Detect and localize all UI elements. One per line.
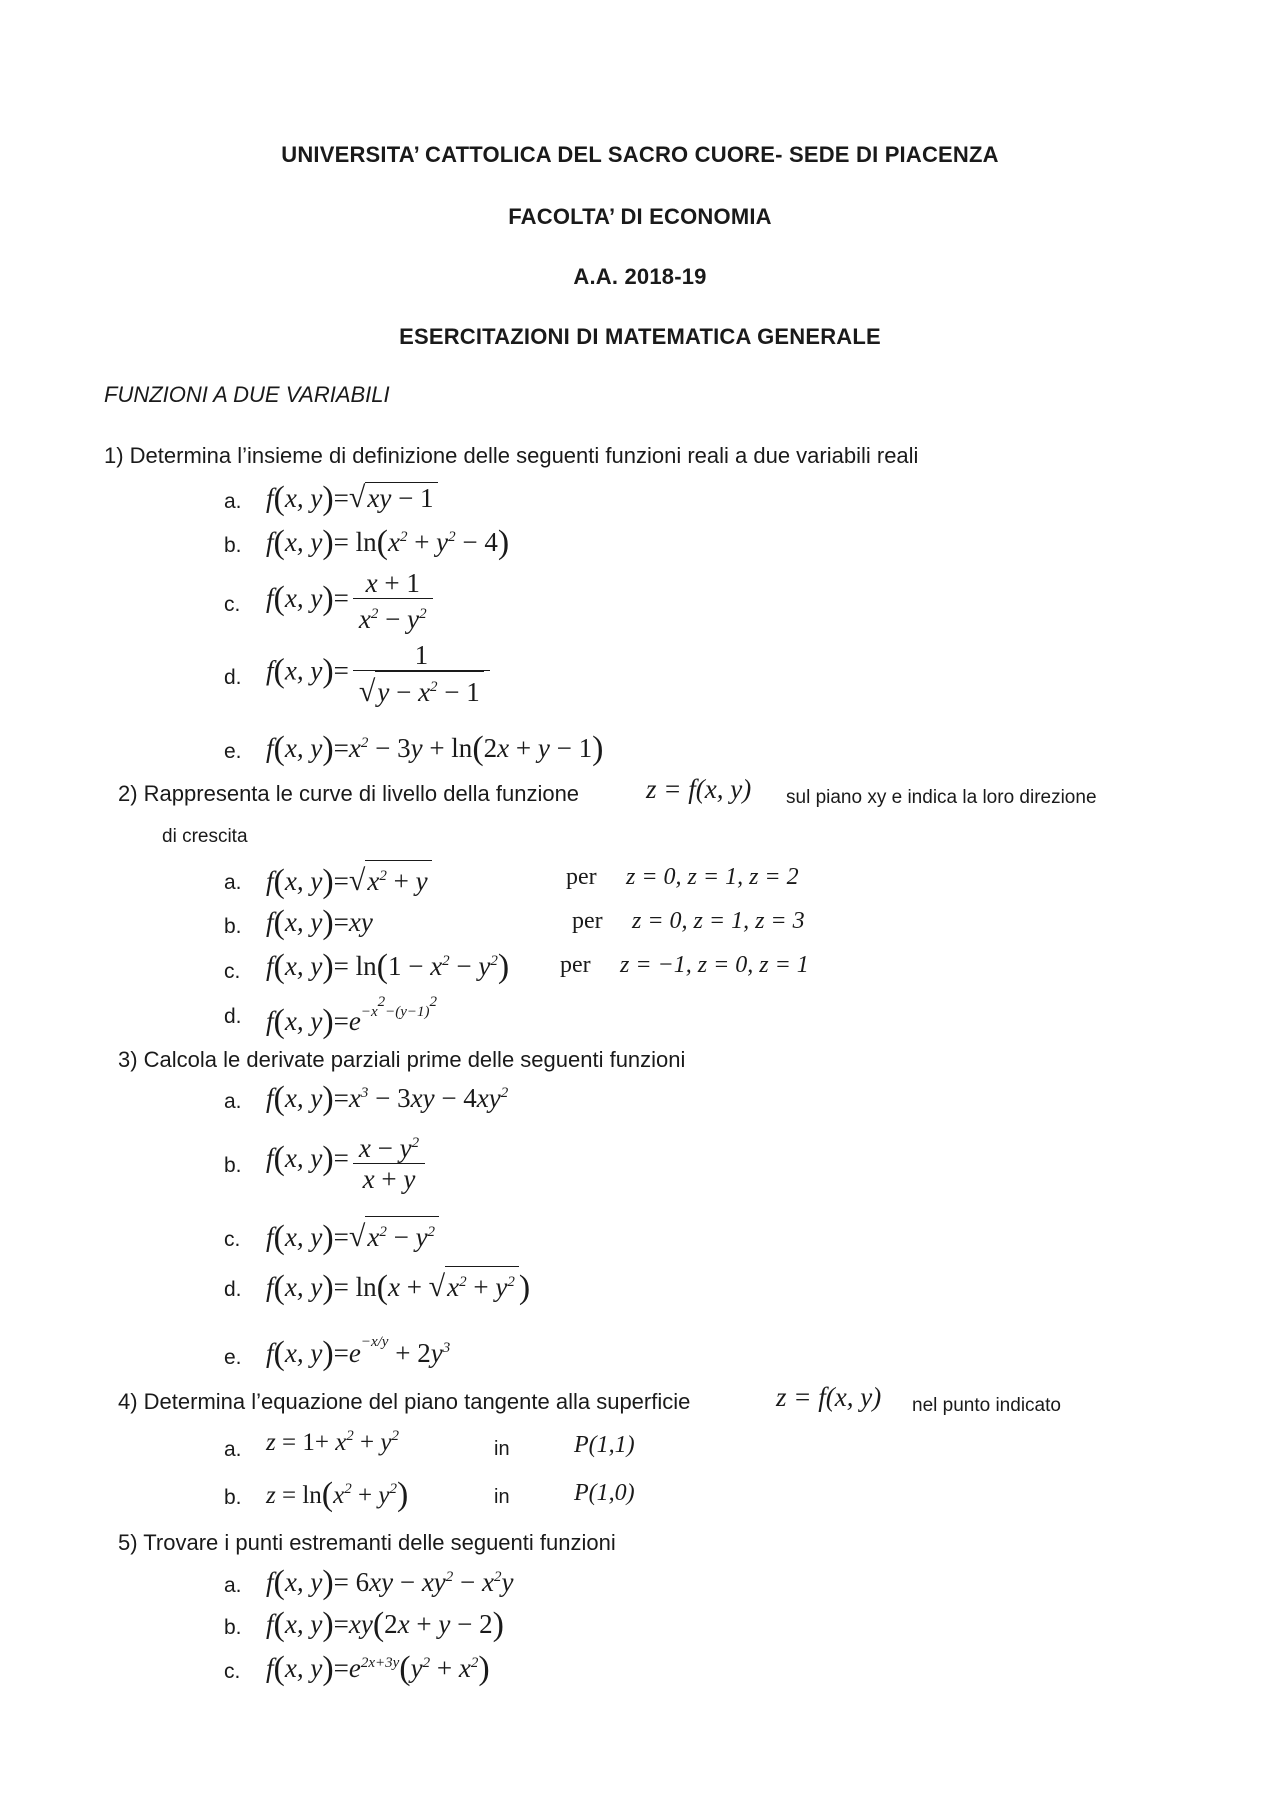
q3-formula-a: f(x, $y)=x^3 - 3xy - 4xy^2$ [266,1080,509,1117]
q3-formula-e: f(x, $y)=e^{-x/y} + 2y^3$ [266,1334,451,1372]
q4-surface-function: z = f(x, y) [776,1382,882,1412]
q1-label-c: c. [224,593,241,616]
q4-label-b: b. [224,1486,242,1509]
faculty-heading: FACOLTA’ DI ECONOMIA [508,204,772,229]
question-2-suffix-text: sul piano xy e indica la loro direzione [786,787,1097,808]
q2-level-function: z = f(x, y) [646,774,752,804]
q4-formula-b: $z = \ln(x^2 + y^2)$ [266,1476,409,1513]
q4-point-a [574,1432,635,1459]
q5-formula-a: f(x, $y)= 6xy - xy^2 - x^2y$ [266,1564,514,1601]
section-title: FUNZIONI A DUE VARIABILI [104,382,390,407]
q2-label-a: a. [224,871,242,894]
q1-formula-c: f(x, y)= $\frac{x + 1}{x^2 - y^2}$ [266,568,433,634]
q5-formula-b: f(x, y)=xy(2x + y − 2) [266,1606,504,1643]
year-heading: A.A. 2018-19 [573,264,707,289]
question-4-text: 4) Determina l’equazione del piano tangente alla superficie [118,1389,691,1414]
q5-label-a: a. [224,1574,242,1597]
q1-formula-d: f(x, y)= $\frac{1}{√y - x^2 - 1}$ [266,640,490,707]
q4-in-a: in [494,1438,510,1460]
question-2-continuation-text: di crescita [162,826,248,847]
q3-label-d: d. [224,1278,242,1301]
q1-label-e: e. [224,740,242,763]
q2-per-c: per [560,952,591,978]
question-2 [118,781,579,807]
q2-levels-b [632,908,805,935]
q3-label-b: b. [224,1154,242,1177]
q2-levels-c-text: z = −1, z = 0, z = 1 [620,952,809,978]
q2-formula-d: f(x, $y)=e^{-x^2-(y-1)^2}$ [266,994,438,1040]
q2-formula-c: f(x, $y)= \ln(1 - x^2 - y^2)$ [266,948,510,985]
q2-formula-b: f(x, y)=xy [266,904,373,941]
q4-label-a: a. [224,1438,242,1461]
q3-label-c: c. [224,1228,241,1251]
q5-label-b: b. [224,1616,242,1639]
q3-formula-c: f(x, $y)=√x^2 - y^2$ [266,1216,439,1257]
university-heading: UNIVERSITA’ CATTOLICA DEL SACRO CUORE- SEDE DI PIACENZA [281,142,999,167]
q2-label-c: c. [224,960,241,983]
question-3: 3) Calcola le derivate parziali prime delle seguenti funzioni [118,1047,686,1072]
question-4-suffix [912,1391,1061,1417]
q4-point-b [574,1480,635,1507]
q4-in-b: in [494,1486,510,1508]
question-4-suffix-text: nel punto indicato [912,1395,1061,1416]
q2-formula-a: f(x, $y)=√x^2 + y$ [266,860,432,901]
q2-label-b: b. [224,915,242,938]
q4-point-b-text: P(1,0) [574,1480,635,1506]
question-4 [118,1389,690,1415]
q5-label-c: c. [224,1660,241,1683]
question-2-continuation [162,822,248,848]
q2-label-d: d. [224,1005,242,1028]
q2-levels-a-text: z = 0, z = 1, z = 2 [626,864,799,890]
course-heading: ESERCITAZIONI DI MATEMATICA GENERALE [399,324,881,349]
q1-label-d: d. [224,666,242,689]
q1-formula-b: f(x, $y)= \ln(x^2 + y^2 - 4)$ [266,524,510,561]
q1-label-b: b. [224,534,242,557]
q4-formula-a: $z = 1+ x^2 + y^2$ [266,1428,400,1456]
q2-per-a: per [566,864,597,890]
q1-formula-e: f(x, $y)=x^2 - 3y + \ln(2x + y - 1)$ [266,730,604,767]
q3-label-a: a. [224,1090,242,1113]
question-2-suffix [786,783,1097,809]
q2-levels-b-text: z = 0, z = 1, z = 3 [632,908,805,934]
q4-point-a-text: P(1,1) [574,1432,635,1458]
q3-formula-d: f(x, $y)= \ln(x + √x^2 + y^2$ ) [266,1266,530,1307]
q5-formula-c: f(x, $y)=e^{2x+3y}(y^2 + x^2)$ [266,1650,490,1687]
q2-levels-a [626,864,799,891]
question-2-text: 2) Rappresenta le curve di livello della funzione [118,781,580,806]
q1-formula-a: f(x, y)=√xy − 1 [266,480,438,518]
q3-label-e: e. [224,1346,242,1369]
question-5: 5) Trovare i punti estremanti delle seguenti funzioni [118,1530,616,1555]
q1-label-a: a. [224,490,242,513]
question-1: 1) Determina l’insieme di definizione delle seguenti funzioni reali a due variabili reali [104,443,919,468]
q3-formula-b: f(x, y)= $\frac{x - y^2}{x + y}$ [266,1128,425,1194]
q2-levels-c [620,952,809,979]
q2-per-b: per [572,908,603,934]
